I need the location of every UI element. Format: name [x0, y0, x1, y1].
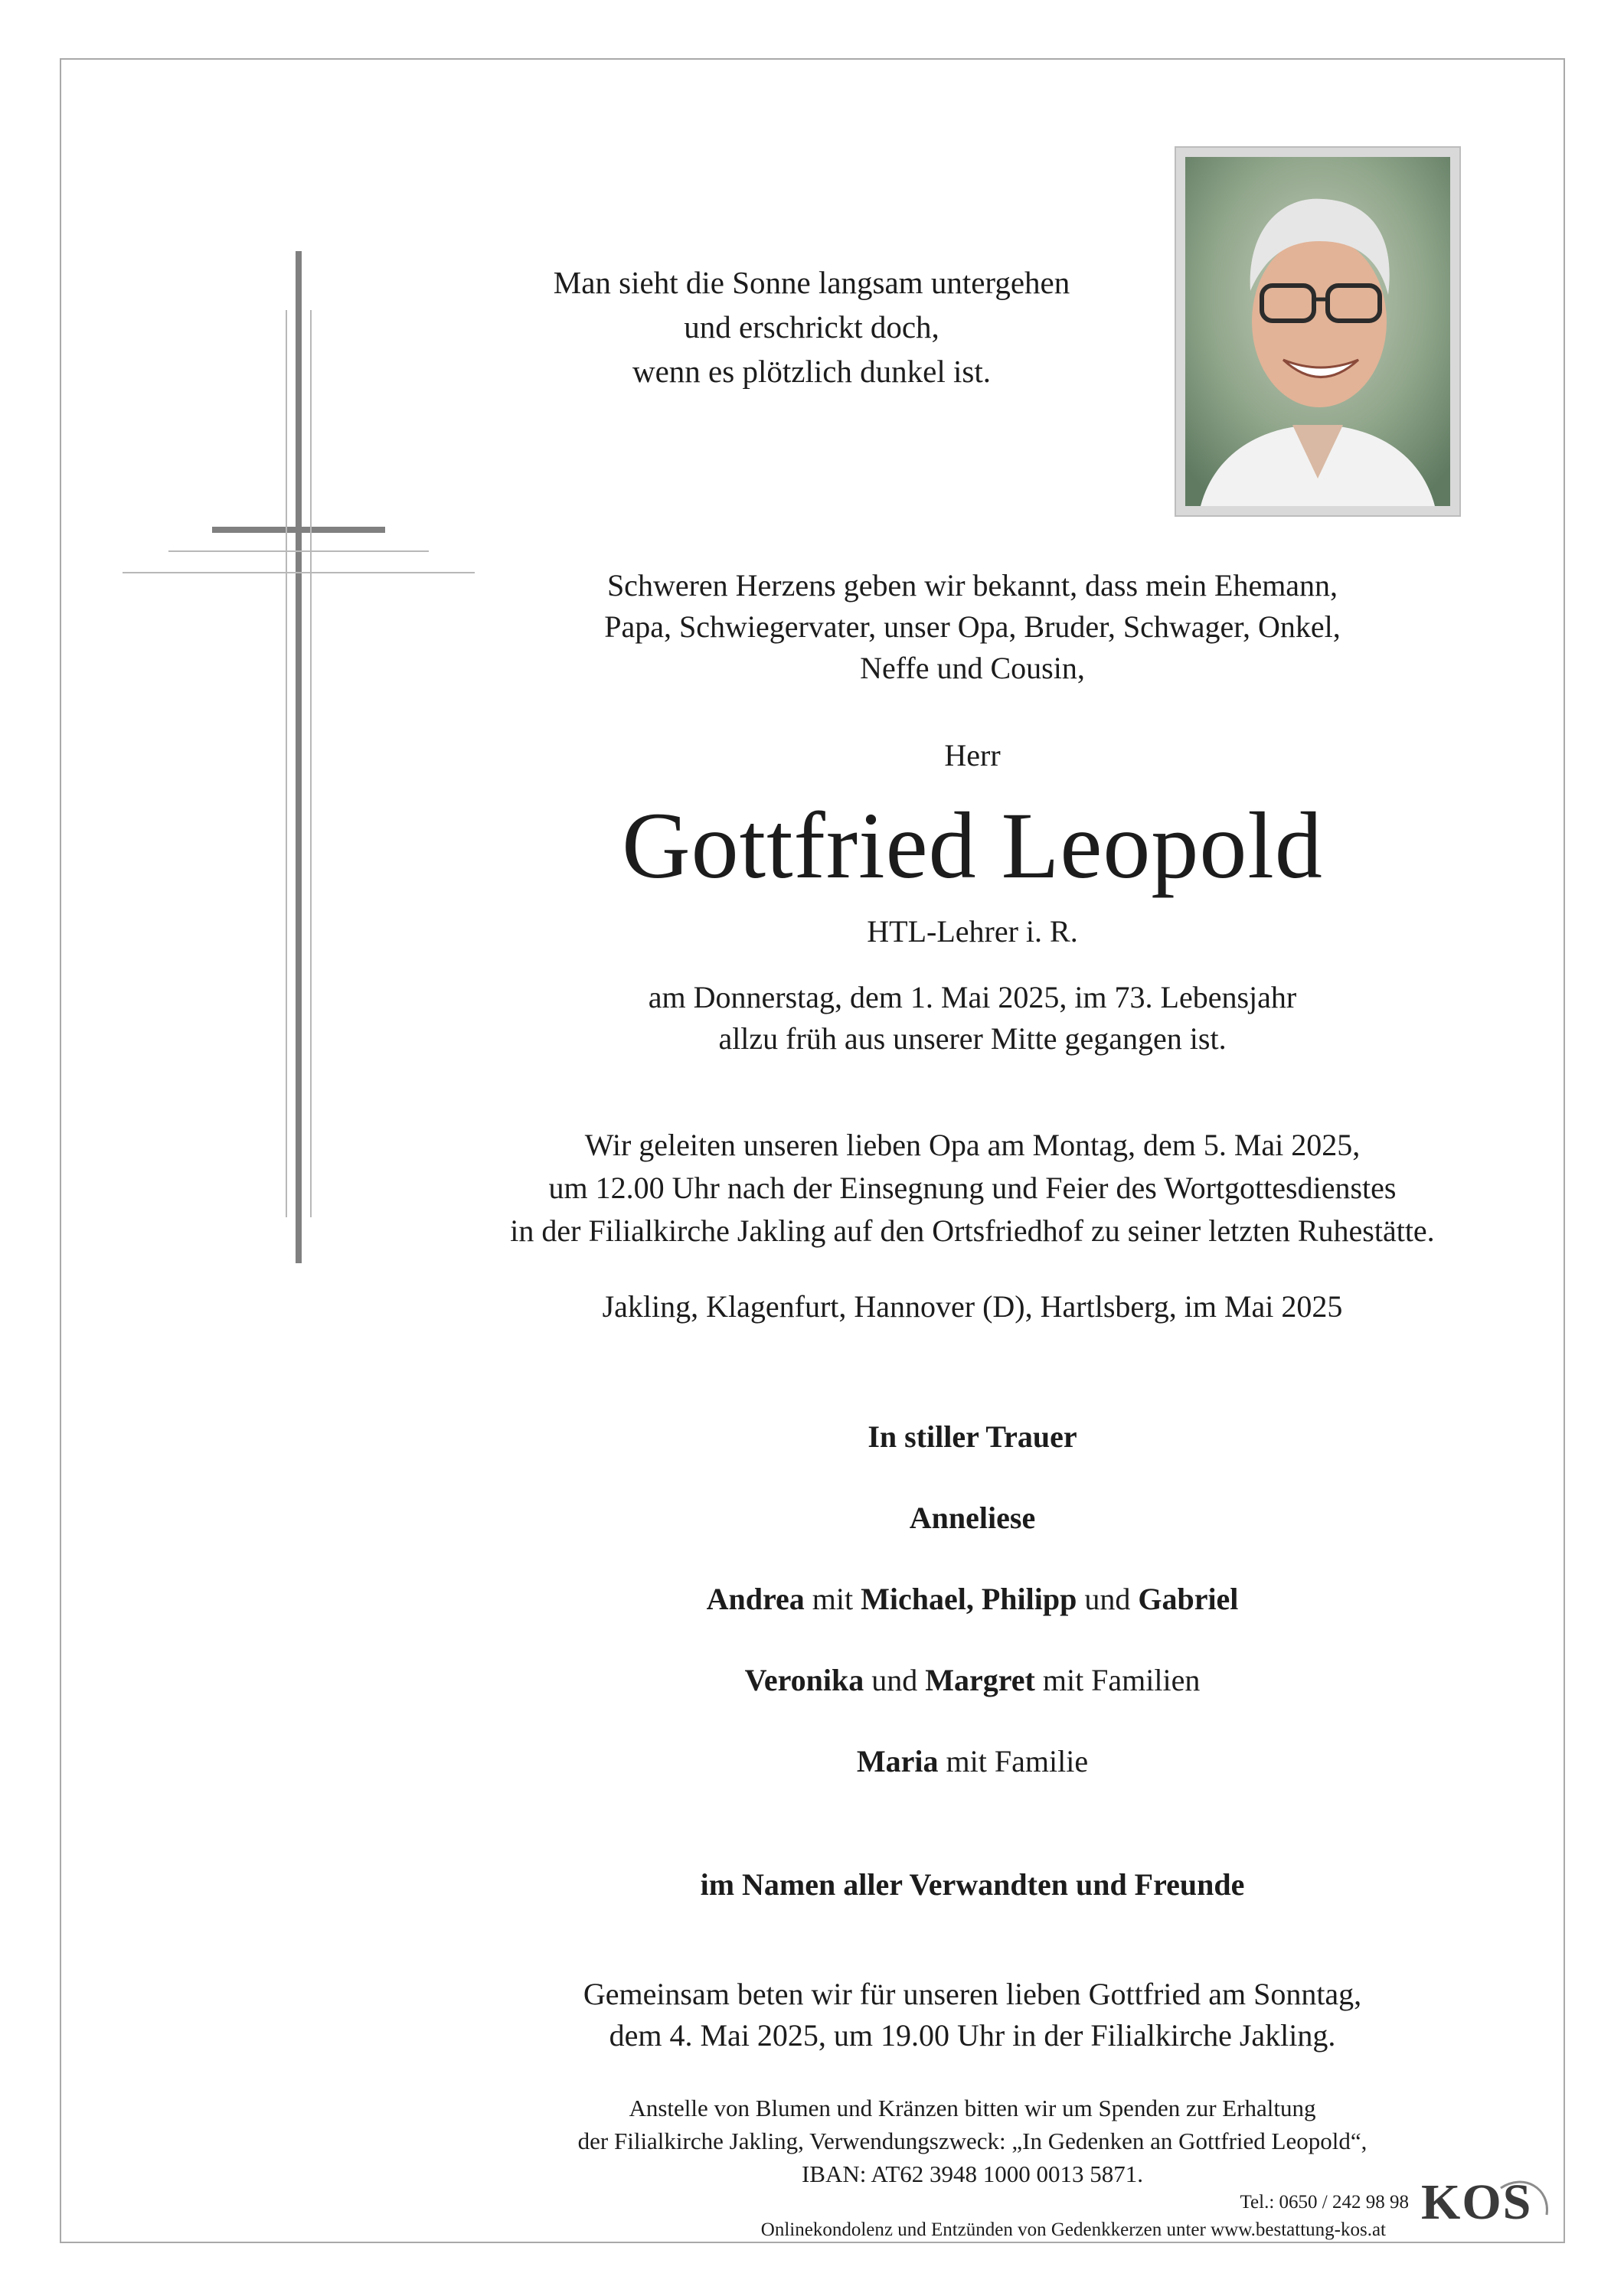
funeral-line: in der Filialkirche Jakling auf den Ortsfriedhof zu seiner letzten Ruhestätte.: [510, 1213, 1435, 1248]
intro-line: Schweren Herzens geben wir bekannt, dass mein Ehemann,: [606, 568, 1338, 603]
donation-line: der Filialkirche Jakling, Verwendungszweck: „In Gedenken an Gottfried Leopold“,: [577, 2128, 1367, 2154]
funeral-details: [429, 1124, 1516, 1253]
poem-line: wenn es plötzlich dunkel ist.: [632, 354, 991, 389]
places-date: Jakling, Klagenfurt, Hannover (D), Hartlsberg, im Mai 2025: [602, 1289, 1343, 1324]
deceased-name: Gottfried Leopold: [622, 793, 1323, 898]
donation-line: Anstelle von Blumen und Kränzen bitten wir um Spenden zur Erhaltung: [629, 2095, 1316, 2121]
telephone: Tel.: 0650 / 242 98 98: [1240, 2192, 1409, 2213]
logo-swoosh-icon: [1493, 2173, 1554, 2234]
poem-line: und erschrickt doch,: [684, 309, 939, 345]
online-condolence-link[interactable]: Onlinekondolenz und Entzünden von Gedenkkerzen unter www.bestattung-kos.at: [760, 2219, 1386, 2240]
mourner-wife: Anneliese: [909, 1501, 1036, 1535]
portrait-frame: [1175, 146, 1461, 517]
mourners-closing: im Namen aller Verwandten und Freunde: [700, 1867, 1245, 1902]
prayer-notice: [429, 1974, 1516, 2056]
deceased-title: HTL-Lehrer i. R.: [867, 914, 1078, 949]
mourner-line: Maria mit Familie: [856, 1744, 1089, 1778]
poem: [429, 260, 1194, 394]
funeral-line: Wir geleiten unseren lieben Opa am Montag, dem 5. Mai 2025,: [584, 1128, 1361, 1162]
donation-line: IBAN: AT62 3948 1000 0013 5871.: [801, 2160, 1144, 2187]
portrait-photo: [1185, 157, 1450, 506]
intro-line: Neffe und Cousin,: [860, 651, 1085, 685]
prayer-line: Gemeinsam beten wir für unseren lieben Gottfried am Sonntag,: [583, 1977, 1362, 2011]
poem-line: Man sieht die Sonne langsam untergehen: [553, 265, 1070, 300]
mourner-line: Andrea mit Michael, Philipp und Gabriel: [706, 1582, 1239, 1616]
funeral-line: um 12.00 Uhr nach der Einsegnung und Feier des Wortgottesdienstes: [548, 1171, 1397, 1205]
death-notice: [498, 977, 1447, 1060]
intro-line: Papa, Schwiegervater, unser Opa, Bruder, Schwager, Onkel,: [604, 609, 1341, 644]
salutation: Herr: [944, 738, 1001, 772]
mourner-line: Veronika und Margret mit Familien: [744, 1663, 1201, 1697]
mourners-heading: In stiller Trauer: [868, 1419, 1077, 1454]
donation-notice: [429, 2092, 1516, 2190]
death-line: allzu früh aus unserer Mitte gegangen ist.: [718, 1021, 1227, 1056]
death-line: am Donnerstag, dem 1. Mai 2025, im 73. Lebensjahr: [648, 980, 1297, 1014]
kos-logo: KOS: [1421, 2174, 1533, 2230]
announcement-intro: [498, 565, 1447, 689]
cross-icon: [123, 245, 482, 1271]
prayer-line: dem 4. Mai 2025, um 19.00 Uhr in der Filialkirche Jakling.: [609, 2018, 1336, 2053]
